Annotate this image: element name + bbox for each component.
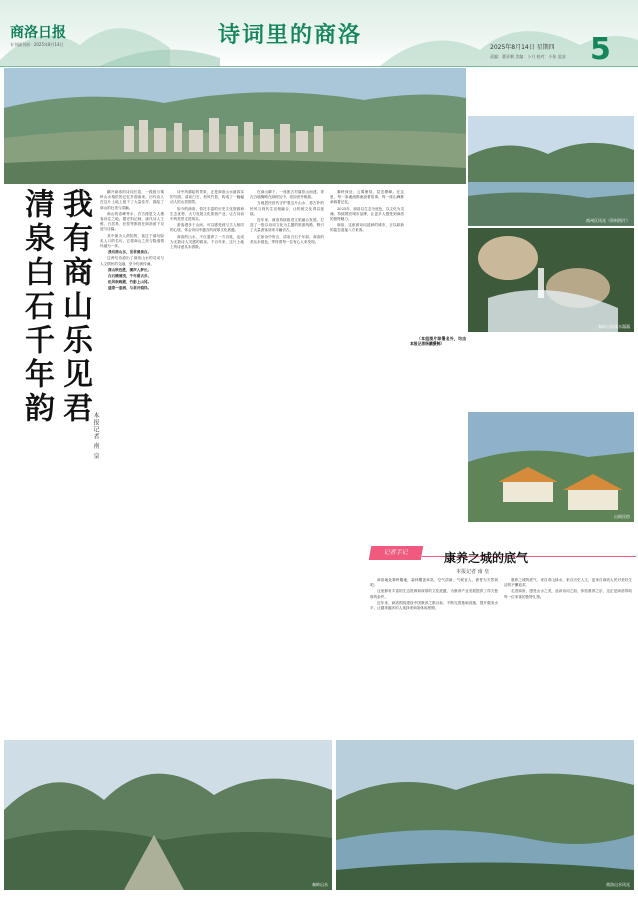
paragraph: 这两句诗道出了商洛山水的灵动与人文情怀的交融，至今仍被传诵。 [100,256,164,266]
poem-line: 商山秋色胜，溪声入梦长。 [108,267,152,272]
paragraph: 商洛，这座被诗词浸润的城市，正以崭新的姿态迎接八方来客。 [330,223,404,233]
river-photo [336,740,634,890]
masthead [0,0,638,67]
photo-caption: 商洛山水风光 [606,882,630,887]
staff-credits: 责编：董亚朝 美编：卜月 校对：小张 监安 [490,54,566,59]
article-column-2 [170,190,244,251]
sidebar-column-2 [504,578,632,601]
article-column-4 [330,190,404,235]
paragraph: 商山的奇峰秀水，自古便是文人墨客向往之地。据史料记载，唐代诗人王维、白居易、杜牧等都曾在商洛留下足迹与诗篇。 [100,211,164,232]
poem-line: 遥寄一壶酒，与君共徜徉。 [108,286,152,291]
article-headline-line1: 我有商山乐见君 [57,188,92,426]
mountain-photo [4,740,332,890]
article-headline-line2: 清泉白石千年韵 [19,188,54,426]
photo-caption: 秦岭山水 [312,882,328,887]
photo-caption: 秦岭山间溪水潺潺 [598,324,630,329]
stream-photo [468,228,634,332]
article-column-5 [410,336,466,347]
reporter-note-tag: 记者手记 [369,546,423,560]
paragraph: 秦岭深处，云雾缭绕，层峦叠嶂。在这里，每一条溪流都流淌着故事，每一座山峰都承载着记忆。 [330,190,404,205]
paragraph: 走进商洛，感受山水之美，品读诗词之韵，体验康养之乐，这正是商洛带给每一位来客的独特礼物。 [504,589,632,599]
article-column-3 [250,190,324,246]
photo-credit-note: （本组图片除署名外，均由本报记者杨鹏摄制） [410,336,466,347]
poem-line: 我有商山乐，见君清泉白。 [108,250,152,255]
paragraph: 翻开商洛的诗词长卷，一段段与秦岭山水相依的记忆扑面而来。历代诗人在这片土地上留下了大量佳作，描绘了商山的壮美与清幽。 [100,190,164,210]
page-number: 5 [590,32,611,67]
poem-line: 松风吹晚霞，竹影上山冈。 [108,280,152,285]
newspaper-logo: 商洛日报 [10,25,66,41]
poem-line: 白石横清浅，千年照古乡。 [108,274,152,279]
issue-date: 2025年8月14日 星期四 [490,44,555,51]
paragraph: 诗中所描绘的景象，正是商洛山水最真实的写照。清泉白石，松风竹影，构成了一幅幅动人的山居图景。 [170,190,244,205]
paper-id: 专刊副刊部 · 2025年8月14日 [10,42,64,47]
sidebar-title: 康养之城的底气 [444,551,529,565]
city-aerial-photo [4,68,466,184]
paragraph: 游客漫步于山间，可以感受到与古人相同的心境，体会诗词中蕴含的深厚文化底蕴。 [170,223,244,233]
paragraph: 正如诗中所言，清泉白石千年韵，商洛的美从未褪色，等待着每一位有心人来发现。 [250,234,324,244]
paragraph: 2025年，商洛以生态为底色，以文化为灵魂，持续擦亮城市品牌，让更多人感受到商洛的独特魅力。 [330,206,404,222]
sidebar-byline: 本报记者 南 皇 [456,569,490,575]
photo-caption: 商州区风光（资料图片） [586,218,630,223]
paragraph: 近年来，商洛持续推进文旅融合发展，打造了一批以诗词文化为主题的旅游线路，吸引了大量游客前来寻幽访古。 [250,218,324,233]
village-photo [468,412,634,522]
article-byline: 本报记者 南 皇 [92,412,99,460]
paragraph: 在商山脚下，一座座古村落依山而建，青瓦白墙掩映在绿树丛中，宛如世外桃源。 [250,190,324,200]
photo-caption: 山间民宿 [614,514,630,519]
paragraph: 商洛地处秦岭腹地，森林覆盖率高，空气清新，气候宜人，被誉为天然氧吧。 [370,578,498,588]
paragraph: 商洛的山水，不仅滋养了一方百姓，也成为无数诗人灵感的源泉。千百年来，这片土地上的诗意从未消散。 [170,234,244,250]
paragraph: 近年来，商洛围绕建设中国康养之都目标，不断完善基础设施，提升服务水平，让越来越多的人选择来商洛休闲度假。 [370,600,498,611]
paragraph: 如今的商洛，依托丰富的历史文化资源和生态优势，大力发展文化旅游产业，让古诗词中的美景走进现实。 [170,206,244,222]
paragraph: 当地居民世代守护着这片山水，将古朴的民风与现代生活相融合，让传统文化得以延续。 [250,201,324,216]
lake-photo [468,116,634,226]
paragraph: 这里拥有丰富的生态资源和深厚的文化底蕴，为康养产业发展提供了得天独厚的条件。 [370,589,498,599]
sidebar-column-1 [370,578,498,612]
paragraph: 其中最为人熟知的，莫过于那句脍炙人口的名句，它将商山之美与隐逸情怀融为一体。 [100,233,164,249]
section-title: 诗词里的商洛 [218,22,363,48]
article-column-1 [100,190,164,293]
paragraph: 康养之城的底气，来自青山绿水，来自历史人文，更来自商洛人民对美好生活的不懈追求。 [504,578,632,588]
